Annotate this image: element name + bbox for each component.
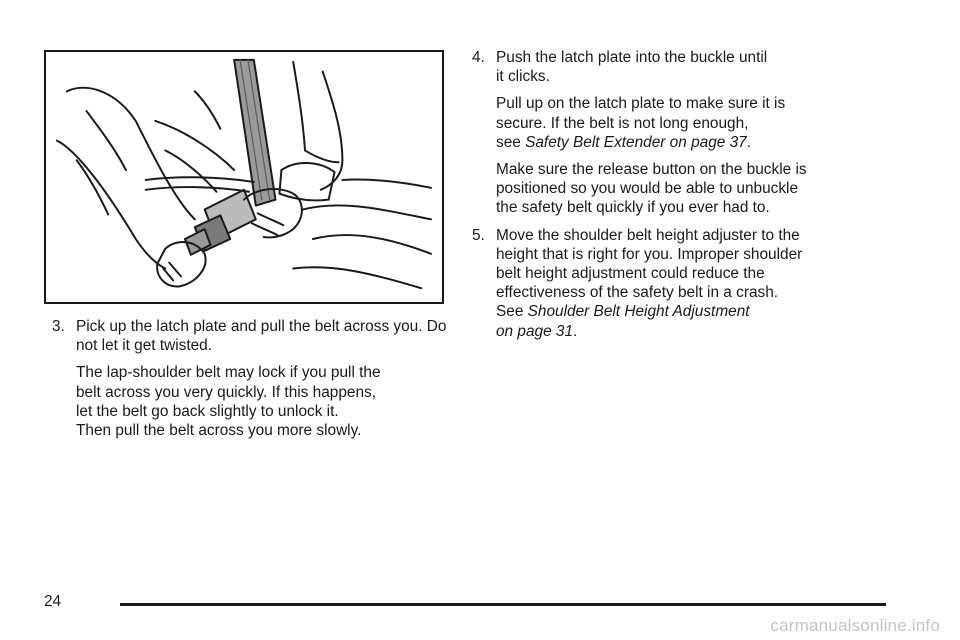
step-line: it clicks. (496, 68, 550, 86)
step-line: Move the shoulder belt height adjuster to the (496, 226, 800, 244)
step-number: 5. (472, 226, 485, 244)
cross-reference-link[interactable]: Shoulder Belt Height Adjustment (527, 303, 750, 321)
see-prefix: see (496, 133, 526, 151)
step-3 (52, 317, 452, 355)
footer-rule (120, 603, 886, 606)
paragraph-line: secure. If the belt is not long enough, (496, 114, 749, 132)
step-number: 3. (52, 318, 65, 335)
step-line: Push the latch plate into the buckle until (496, 49, 768, 66)
page-number: 24 (44, 593, 62, 610)
step-line: effectiveness of the safety belt in a crash. (496, 284, 779, 302)
paragraph-line: Pull up on the latch plate to make sure it is (496, 95, 786, 113)
paragraph-line: positioned so you would be able to unbuckle (496, 180, 799, 198)
paragraph-line: Then pull the belt across you more slowly. (76, 422, 362, 440)
cross-reference-link[interactable]: Safety Belt Extender on page 37 (525, 133, 747, 151)
step-line-with-ref (496, 322, 912, 341)
step-5 (472, 226, 912, 341)
paragraph-line-with-ref (496, 133, 912, 152)
see-prefix: See (496, 303, 528, 321)
seat-belt-illustration (44, 50, 444, 304)
step-4 (472, 48, 912, 86)
paragraph-line: Make sure the release button on the buckle is (496, 161, 807, 179)
seat-belt-latch-icon (46, 52, 442, 302)
punctuation: . (746, 133, 751, 151)
paragraph-line: The lap-shoulder belt may lock if you pull the (76, 364, 381, 382)
cross-reference-link-page[interactable]: on page 31 (496, 322, 574, 340)
paragraph-lock-info (76, 363, 452, 440)
step-line: belt height adjustment could reduce the (496, 265, 765, 283)
step-line-with-ref (496, 302, 912, 321)
punctuation: . (573, 322, 578, 340)
right-column (472, 48, 912, 349)
step-line: height that is right for you. Improper shoulder (496, 245, 803, 263)
left-column (52, 317, 452, 448)
paragraph-line: the safety belt quickly if you ever had to. (496, 199, 770, 217)
paragraph-line: let the belt go back slightly to unlock it. (76, 402, 339, 420)
step-number: 4. (472, 49, 485, 66)
watermark: carmanualsonline.info (770, 616, 940, 635)
paragraph-secure (496, 94, 912, 152)
paragraph-line: belt across you very quickly. If this happens, (76, 383, 376, 401)
paragraph-release-button (496, 160, 912, 218)
step-text: Pick up the latch plate and pull the belt across you. Do not let it get twisted. (76, 318, 447, 355)
